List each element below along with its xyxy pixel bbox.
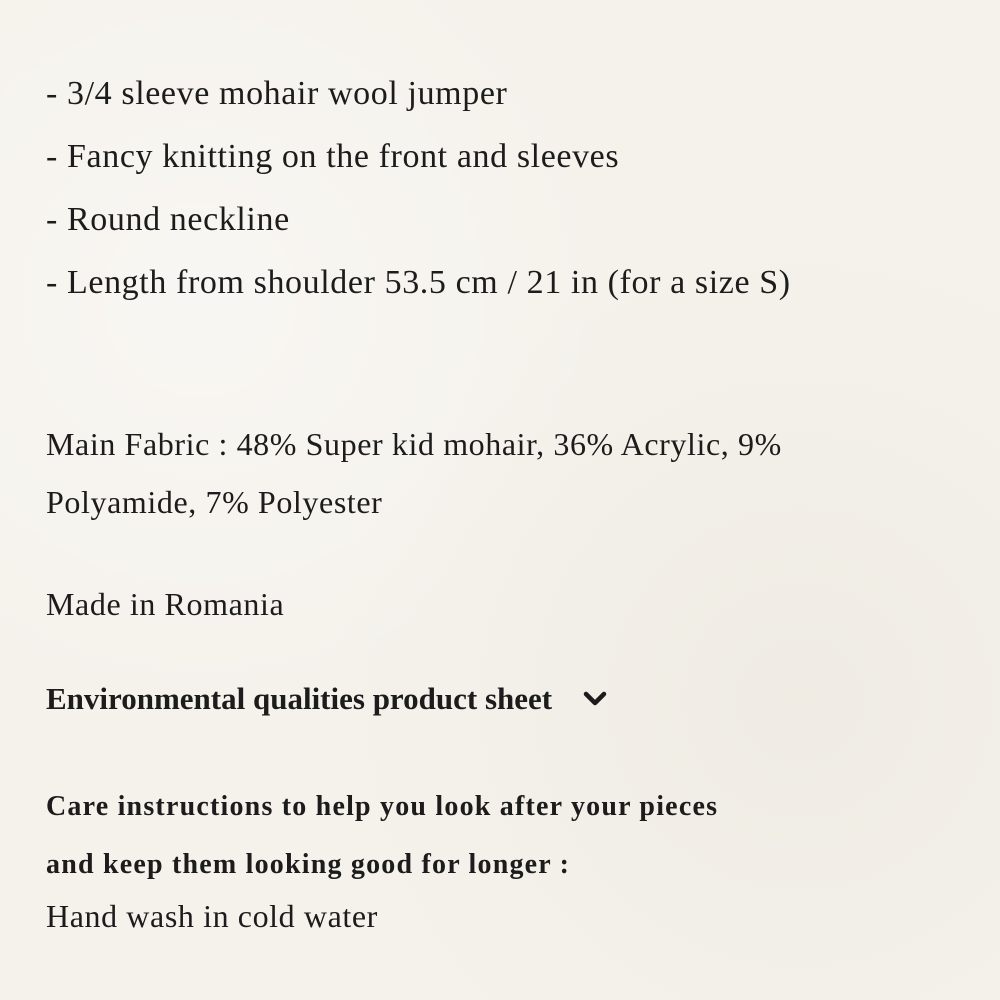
- care-title-line-2: and keep them looking good for longer :: [46, 849, 571, 880]
- care-title-line-1: Care instructions to help you look after your pieces: [46, 791, 719, 822]
- fabric-composition: [46, 415, 946, 531]
- care-instructions: [46, 778, 966, 944]
- fabric-composition-line-2: Polyamide, 7% Polyester: [46, 484, 383, 520]
- care-instructions-title: [46, 778, 966, 894]
- detail-item-sleeve: - 3/4 sleeve mohair wool jumper: [46, 75, 508, 112]
- fabric-composition-line-1: Main Fabric : 48% Super kid mohair, 36% Acrylic, 9%: [46, 426, 782, 462]
- country-of-origin: Made in Romania: [46, 586, 285, 622]
- detail-item-neckline: - Round neckline: [46, 201, 290, 238]
- care-instruction-wash: Hand wash in cold water: [46, 898, 378, 934]
- environmental-sheet-toggle[interactable]: [46, 675, 612, 723]
- detail-item-length: - Length from shoulder 53.5 cm / 21 in (for a size S): [46, 264, 791, 301]
- chevron-down-icon[interactable]: [578, 682, 612, 716]
- product-details-list: [46, 62, 791, 314]
- detail-item-knitting: - Fancy knitting on the front and sleeves: [46, 138, 620, 175]
- environmental-sheet-label: Environmental qualities product sheet: [46, 681, 553, 716]
